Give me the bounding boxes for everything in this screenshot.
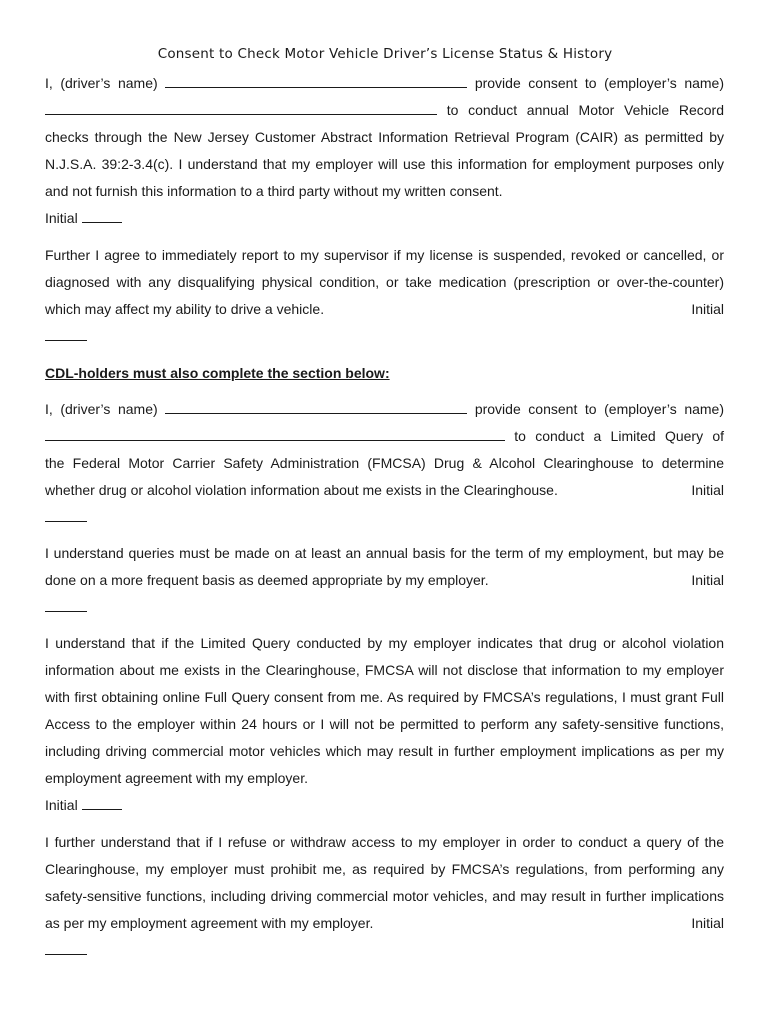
initial-field-3[interactable] [45,507,87,522]
employer-name-field[interactable] [45,100,437,115]
employer-name-field-cdl[interactable] [45,426,505,441]
cdl-heading: CDL-holders must also complete the section below: [45,365,390,381]
annual-query-body-text: I understand queries must be made on at least an annual basis for the term of my employment, but may be done on a more frequent basis as deemed appropriate by my employer. [45,545,724,588]
initial-label: Initial [691,301,724,317]
driver-name-field[interactable] [165,73,467,88]
mvr-text: to conduct annual Motor Vehicle Record [446,102,725,118]
driver-name-label: I, (driver’s name) [45,401,158,417]
driver-name-line [45,70,724,97]
report-body-text: Further I agree to immediately report to my supervisor if my license is suspended, revoked or cancelled, or diagnosed with any disqualifying physical condition, or take medication (prescription or over-the-counter) which may affect my ability to drive a vehicle. [45,247,724,317]
initial-field-5[interactable] [82,795,122,810]
full-query-body-text: I understand that if the Limited Query conducted by my employer indicates that drug or alcohol violation information about me exists in the Clearinghouse, FMCSA will not disclose that information to my employer with first obtaining online Full Query consent from me. As required by FMCSA’s regulations, I must grant Full Access to the employer within 24 hours or I will not be permitted to perform any safety-sensitive functions, including driving commercial motor vehicles which may result in further employment implications as per my employment agreement with my employer. [45,635,724,786]
employer-name-line [45,97,724,124]
full-query-section [45,630,724,819]
clearinghouse-body-text: the Federal Motor Carrier Safety Administration (FMCSA) Drug & Alcohol Clearinghouse to determine whether drug or alcohol violation information about me exists in the Clearinghouse. [45,455,724,498]
initial-line-3 [45,504,724,531]
initial-label: Initial [45,797,78,813]
initial-field-1[interactable] [82,208,122,223]
consent-section-cair [45,70,724,232]
initial-field-2[interactable] [45,326,87,341]
initial-line-5 [45,792,724,819]
refusal-section [45,829,724,964]
report-section [45,242,724,350]
page-title: Consent to Check Motor Vehicle Driver’s License Status & History [157,46,613,62]
employer-name-label: provide consent to (employer’s name) [474,401,725,417]
refusal-body-text: I further understand that if I refuse or withdraw access to my employer in order to conduct a query of the Clearinghouse, my employer must prohibit me, as required by FMCSA’s regulations, from performing any safety-sensitive functions, including driving commercial motor vehicles, and may result in further implications as per my employment agreement with my employer. [45,834,724,931]
initial-field-4[interactable] [45,597,87,612]
driver-name-field-cdl[interactable] [165,399,467,414]
limited-query-text: to conduct a Limited Query of [514,428,725,444]
initial-label: Initial [691,572,724,588]
driver-name-line-cdl [45,396,724,423]
initial-line-2 [45,323,724,350]
initial-line-1 [45,205,724,232]
cair-body-text: checks through the New Jersey Customer Abstract Information Retrieval Program (CAIR) as permitted by N.J.S.A. 39:2-3.4(c). I understand that my employer will use this information for employment purposes only and not furnish this information to a third party without my written consent. [45,129,724,199]
initial-field-6[interactable] [45,940,87,955]
driver-name-label: I, (driver’s name) [45,75,158,91]
annual-query-section [45,540,724,621]
initial-label: Initial [691,482,724,498]
clearinghouse-consent-section [45,396,724,531]
initial-line-6 [45,937,724,964]
initial-label: Initial [691,915,724,931]
initial-line-4 [45,594,724,621]
employer-name-label: provide consent to (employer’s name) [474,75,725,91]
employer-name-line-cdl [45,423,724,450]
initial-label: Initial [45,210,78,226]
